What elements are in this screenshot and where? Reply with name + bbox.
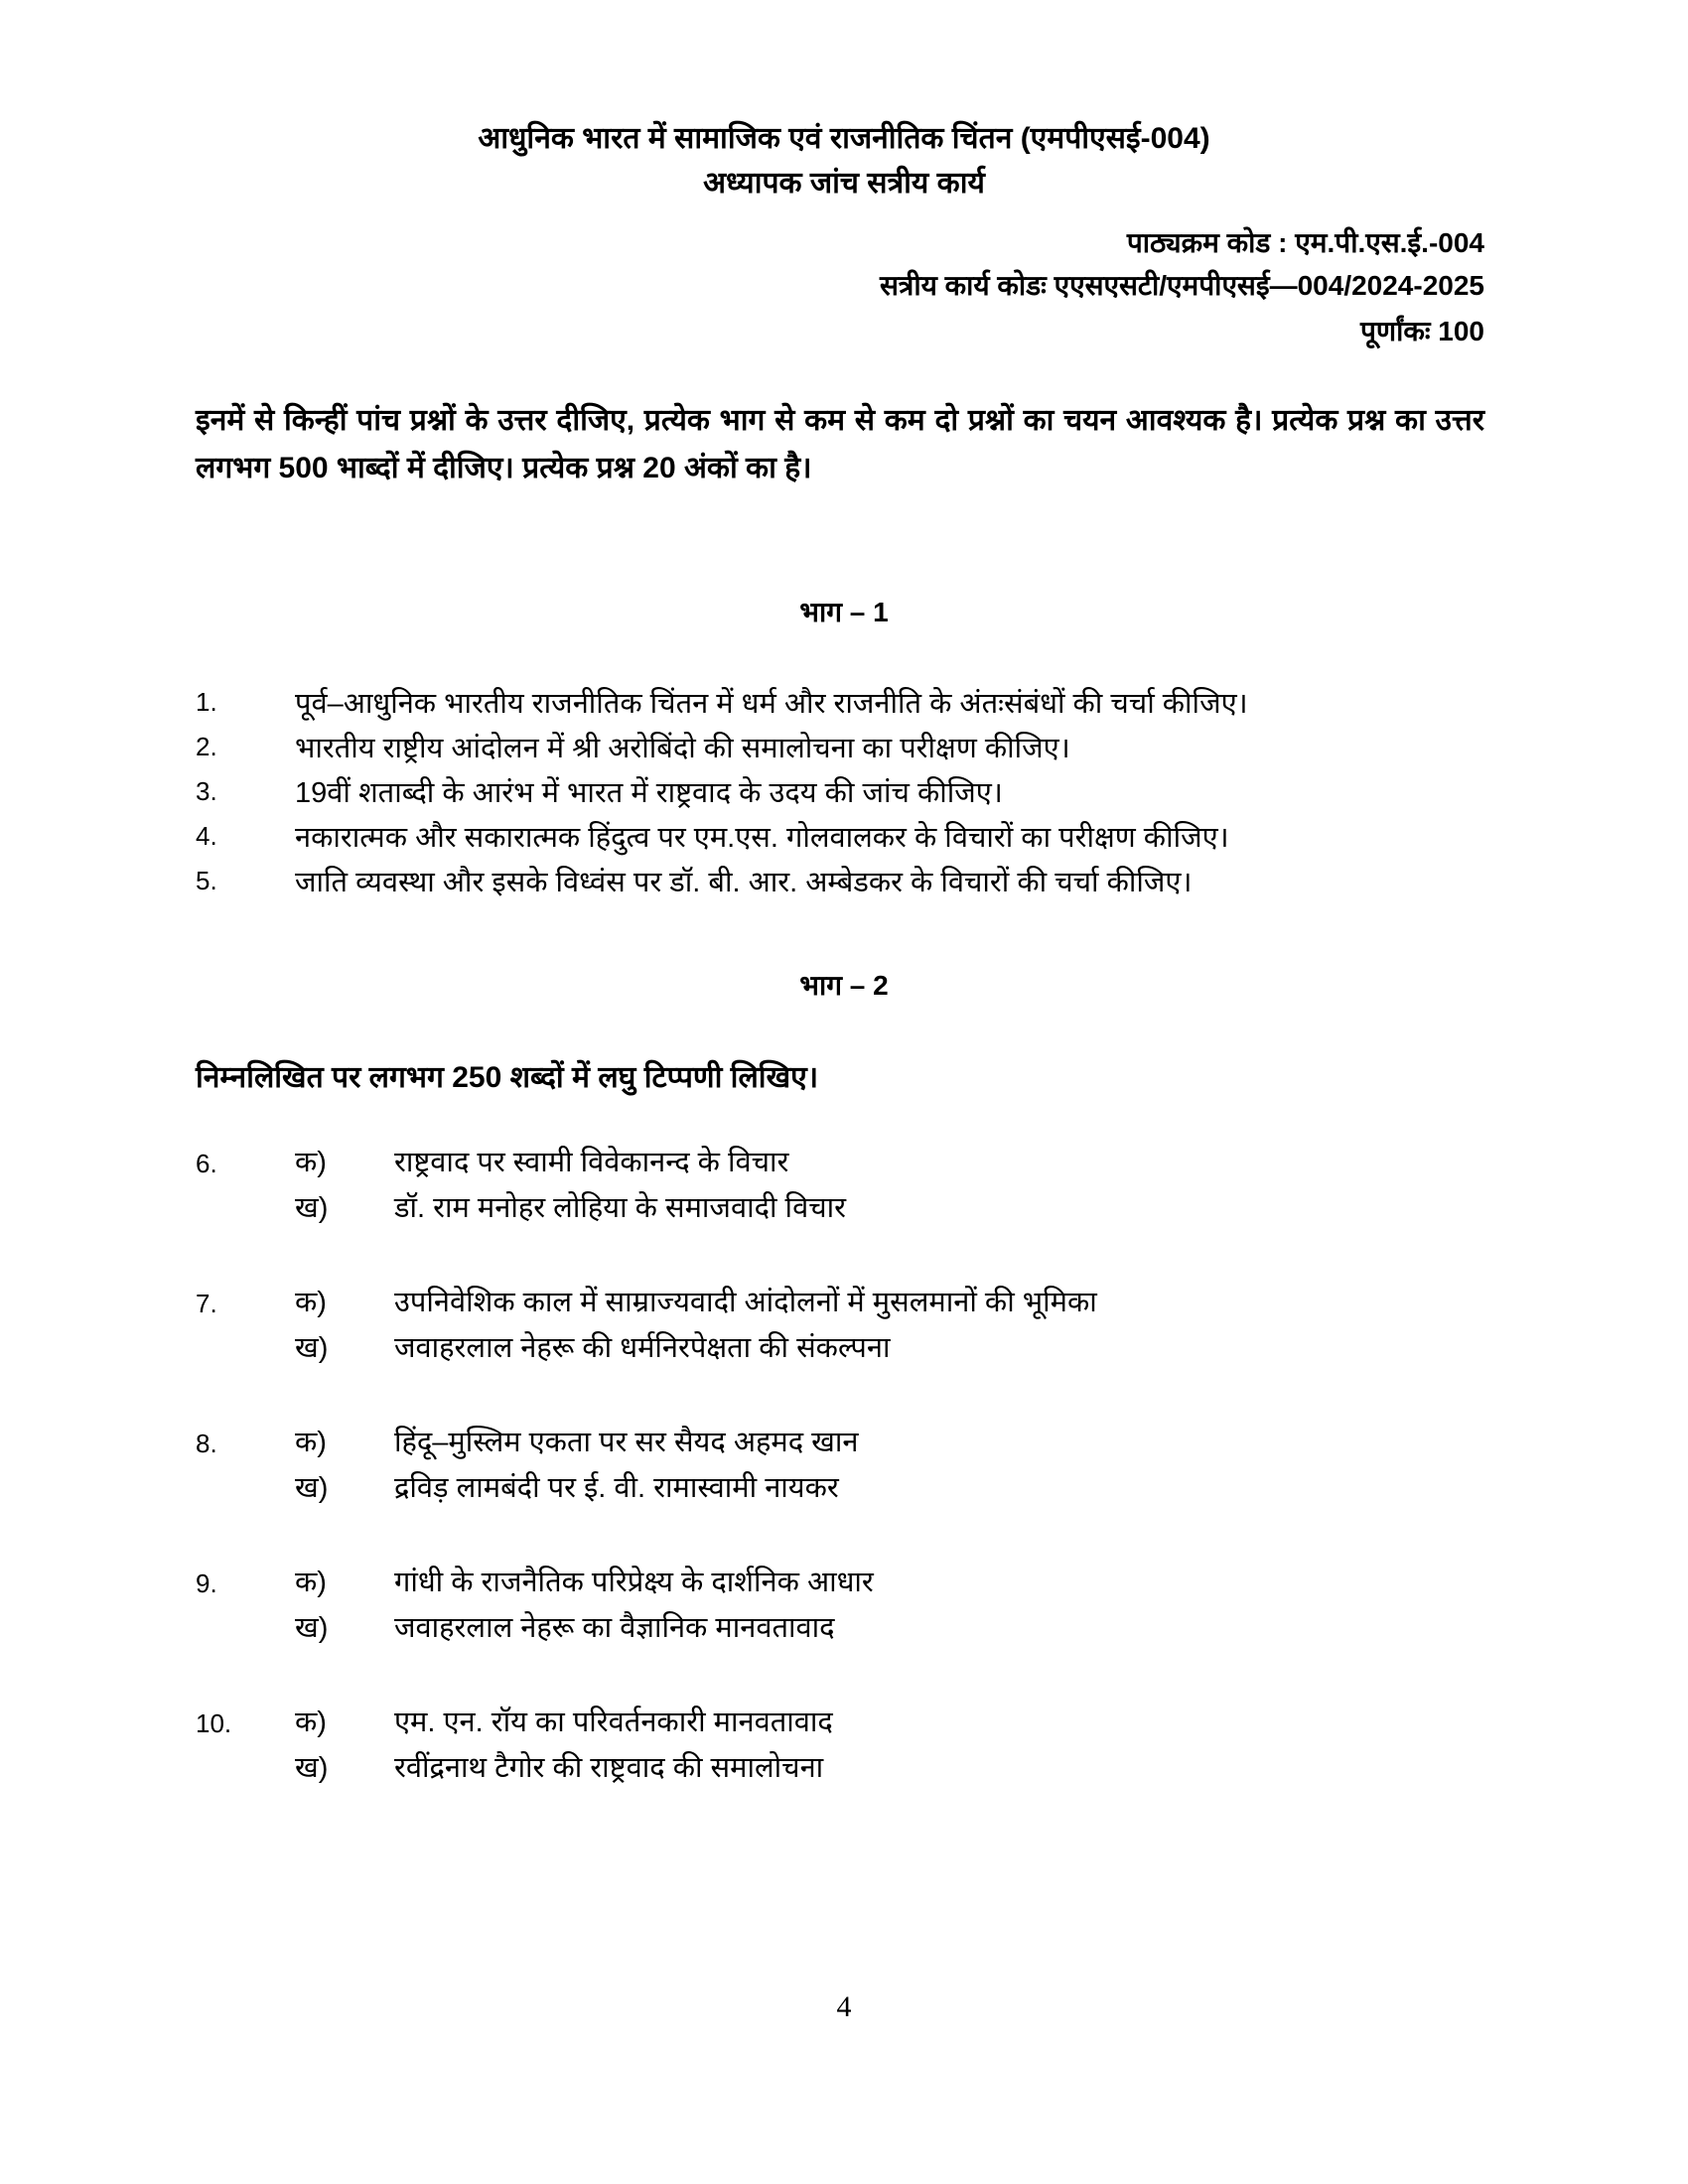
- question-text: 19वीं शताब्दी के आरंभ में भारत में राष्ट्रवाद के उदय की जांच कीजिए।: [295, 777, 1003, 809]
- question-number: 5.: [196, 866, 217, 895]
- question-number: 6.: [196, 1149, 217, 1178]
- sub-question-a: [295, 1422, 1387, 1466]
- short-note-question: [196, 1702, 1486, 1801]
- short-note-question: [196, 1422, 1486, 1521]
- sub-question-b: [295, 1327, 1387, 1372]
- sub-question-label: ख): [295, 1752, 329, 1784]
- question-item: [196, 683, 1486, 728]
- sub-question-text: राष्ट्रवाद पर स्वामी विवेकानन्द के विचार: [394, 1147, 789, 1178]
- section-1-heading: भाग – 1: [799, 597, 889, 627]
- page-number: 4: [836, 1990, 852, 2023]
- sub-question-text: डॉ. राम मनोहर लोहिया के समाजवादी विचार: [394, 1192, 846, 1224]
- question-item: [196, 728, 1486, 772]
- short-note-question: [196, 1562, 1486, 1661]
- sub-question-label: क): [295, 1427, 327, 1458]
- sub-question-text: जवाहरलाल नेहरू का वैज्ञानिक मानवतावाद: [394, 1612, 835, 1644]
- question-number: 10.: [196, 1708, 232, 1738]
- sub-question-text: हिंदू–मुस्लिम एकता पर सर सैयद अहमद खान: [394, 1427, 859, 1458]
- short-note-question: [196, 1282, 1486, 1381]
- sub-question-b: [295, 1607, 1387, 1652]
- sub-question-label: क): [295, 1567, 327, 1598]
- sub-question-a: [295, 1562, 1387, 1606]
- sub-question-a: [295, 1702, 1387, 1746]
- sub-question-b: [295, 1747, 1387, 1792]
- question-text: नकारात्मक और सकारात्मक हिंदुत्व पर एम.एस. गोलवालकर के विचारों का परीक्षण कीजिए।: [295, 822, 1229, 854]
- sub-question-label: ख): [295, 1192, 329, 1224]
- sub-question-text: रवींद्रनाथ टैगोर की राष्ट्रवाद की समालोचना: [394, 1752, 824, 1784]
- sub-question-label: क): [295, 1287, 327, 1318]
- course-code: पाठ्यक्रम कोड : एम.पी.एस.ई.-004: [1126, 227, 1484, 258]
- sub-question-text: उपनिवेशिक काल में साम्राज्यवादी आंदोलनों में मुसलमानों की भूमिका: [394, 1287, 1097, 1318]
- assignment-type-title: अध्यापक जांच सत्रीय कार्य: [703, 167, 985, 200]
- question-text: पूर्व–आधुनिक भारतीय राजनीतिक चिंतन में धर्म और राजनीति के अंतःसंबंधों की चर्चा कीजिए।: [295, 688, 1248, 720]
- section-1-question-list: [196, 683, 1486, 906]
- question-number: 3.: [196, 776, 217, 806]
- sub-question-label: क): [295, 1706, 327, 1738]
- sub-question-a: [295, 1282, 1387, 1326]
- sub-question-label: ख): [295, 1472, 329, 1504]
- short-note-instruction: निम्नलिखित पर लगभग 250 शब्दों में लघु टिप्पणी लिखिए।: [196, 1061, 819, 1094]
- course-title: आधुनिक भारत में सामाजिक एवं राजनीतिक चिंतन (एमपीएसई-004): [478, 122, 1210, 155]
- sub-question-label: ख): [295, 1332, 329, 1364]
- question-item: [196, 817, 1486, 862]
- question-item: [196, 862, 1486, 906]
- question-number: 1.: [196, 687, 217, 717]
- section-2-heading: भाग – 2: [799, 970, 889, 1001]
- assignment-code: सत्रीय कार्य कोडः एएसएसटी/एमपीएसई—004/2024-2025: [880, 270, 1484, 301]
- sub-question-b: [295, 1467, 1387, 1512]
- general-instructions: इनमें से किन्हीं पांच प्रश्नों के उत्तर दीजिए, प्रत्येक भाग से कम से कम दो प्रश्नों का चयन आवश्यक है। प्रत्येक प्रश्न का उत्तर लगभग 500 भाब्दों में दीजिए। प्रत्येक प्रश्न 20 अंकों का है।: [196, 404, 1484, 484]
- question-text: भारतीय राष्ट्रीय आंदोलन में श्री अरोबिंदो की समालोचना का परीक्षण कीजिए।: [295, 733, 1070, 764]
- sub-question-text: एम. एन. रॉय का परिवर्तनकारी मानवतावाद: [394, 1706, 833, 1738]
- sub-question-label: क): [295, 1147, 327, 1178]
- question-number: 8.: [196, 1429, 217, 1458]
- sub-question-text: जवाहरलाल नेहरू की धर्मनिरपेक्षता की संकल्पना: [394, 1332, 891, 1364]
- question-text: जाति व्यवस्था और इसके विध्वंस पर डॉ. बी. आर. अम्बेडकर के विचारों की चर्चा कीजिए।: [295, 867, 1193, 898]
- sub-question-label: ख): [295, 1612, 329, 1644]
- question-item: [196, 772, 1486, 817]
- max-marks: पूर्णांकः 100: [1359, 316, 1484, 346]
- sub-question-text: द्रविड़ लामबंदी पर ई. वी. रामास्वामी नायकर: [394, 1472, 839, 1504]
- sub-question-a: [295, 1142, 1387, 1186]
- short-note-question: [196, 1142, 1486, 1241]
- sub-question-text: गांधी के राजनैतिक परिप्रेक्ष्य के दार्शनिक आधार: [394, 1567, 874, 1598]
- question-number: 2.: [196, 732, 217, 761]
- question-number: 4.: [196, 821, 217, 851]
- question-number: 9.: [196, 1569, 217, 1598]
- question-number: 7.: [196, 1289, 217, 1318]
- sub-question-b: [295, 1187, 1387, 1232]
